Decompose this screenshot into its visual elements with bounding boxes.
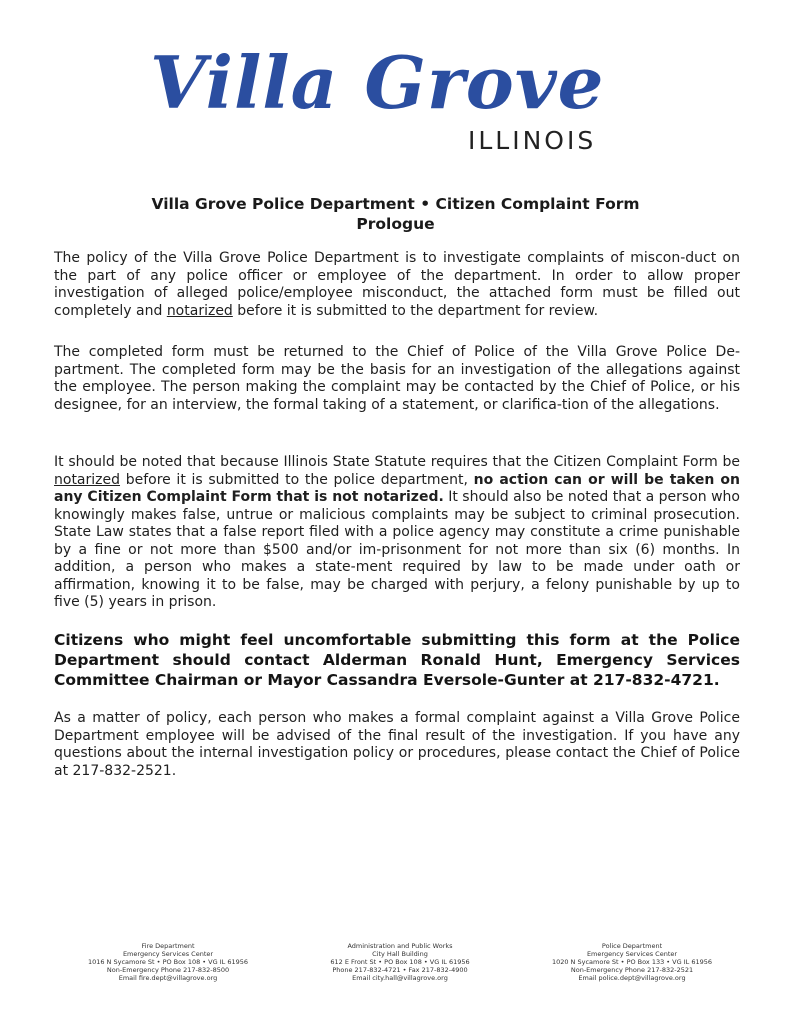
footer-police-line3: 1020 N Sycamore St • PO Box 133 • VG IL 61956 (551, 958, 713, 966)
footer-fire-line1: Fire Department (141, 942, 195, 950)
notarized-underlined-2: notarized (54, 471, 121, 488)
contact-callout: Citizens who might feel uncomfortable submitting this form at the Police Department should contact Alderman Ronald Hunt, Emergency Services Committee Chairman or Mayor Cassandra Eversole-Gunter at 217-832-4721. (54, 631, 740, 689)
policy-paragraph (54, 250, 740, 320)
notarized-underlined: notarized (166, 302, 233, 319)
result-paragraph: As a matter of policy, each person who makes a formal complaint against a Villa Grove Police Department employee will be advised of the final result of the investigation. If you have any questions about the internal investigation policy or procedures, please contact the Chief of Police at 217-832-2521. (54, 710, 740, 779)
footer-police-line1: Police Department (601, 942, 663, 950)
footer-police-line4: Non-Emergency Phone 217-832-2521 (570, 966, 694, 974)
footer-fire-line5: Email fire.dept@villagrove.org (118, 974, 218, 982)
statute-paragraph (54, 454, 740, 612)
footer-administration (290, 942, 510, 982)
statute-text-c: It should also be noted that a person who knowingly makes false, untrue or malicious complaints may be subject to criminal prosecution. State Law states that a false report filed with a police agency may constitute a crime punishable by a fine or not more than $500 and/or im-prisonment for not more than six (6) months. In addition, a person who makes a state-ment required by law to be made under oath or affirmation, knowing it to be false, may be charged with perjury, a felony punishable by up to five (5) years in prison. (54, 489, 740, 610)
footer-fire-line3: 1016 N Sycamore St • PO Box 108 • VG IL 61956 (87, 958, 249, 966)
submission-paragraph: The completed form must be returned to the Chief of Police of the Villa Grove Police De-partment. The completed form may be the basis for an investigation of the allegations against the employee. The person making the complaint may be contacted by the Chief of Police, or his designee, for an interview, the formal taking of a statement, or clarifica-tion of the allegations. (54, 344, 740, 413)
footer-police-department (522, 942, 742, 982)
logo-script-text: Villa Grove (150, 40, 605, 125)
policy-text-a: The policy of the Villa Grove Police Department is to investigate complaints of miscon-duct on the part of any police officer or employee of the department. In order to allow proper investigation of alleged police/employee misconduct, the attached form must be filled out completely and (54, 250, 740, 319)
footer-police-line2: Emergency Services Center (586, 950, 678, 958)
footer-fire-line4: Non-Emergency Phone 217-832-8500 (106, 966, 230, 974)
logo-state-text: ILLINOIS (468, 126, 597, 155)
footer-police-line5: Email police.dept@villagrove.org (578, 974, 686, 982)
no-action-warning: no action can or will be taken on any Citizen Complaint Form that is not notarized. (54, 471, 741, 505)
policy-text-b: before it is submitted to the department for review. (232, 302, 599, 319)
footer-admin-line2: City Hall Building (372, 950, 428, 958)
footer-admin-line5: Email city.hall@villagrove.org (352, 974, 448, 982)
statute-text-b: before it is submitted to the police department, (120, 471, 474, 488)
footer-fire-line2: Emergency Services Center (122, 950, 214, 958)
form-title: Villa Grove Police Department • Citizen Complaint Form (151, 195, 640, 213)
footer-admin-line4: Phone 217-832-4721 • Fax 217-832-4900 (332, 966, 468, 974)
footer-admin-line3: 612 E Front St • PO Box 108 • VG IL 61956 (330, 958, 470, 966)
villa-grove-logo (150, 40, 650, 160)
footer-admin-line1: Administration and Public Works (347, 942, 453, 950)
statute-text-a: It should be noted that because Illinois State Statute requires that the Citizen Complaint Form be (54, 454, 740, 470)
form-subtitle: Prologue (356, 215, 435, 233)
footer-fire-department (58, 942, 278, 982)
